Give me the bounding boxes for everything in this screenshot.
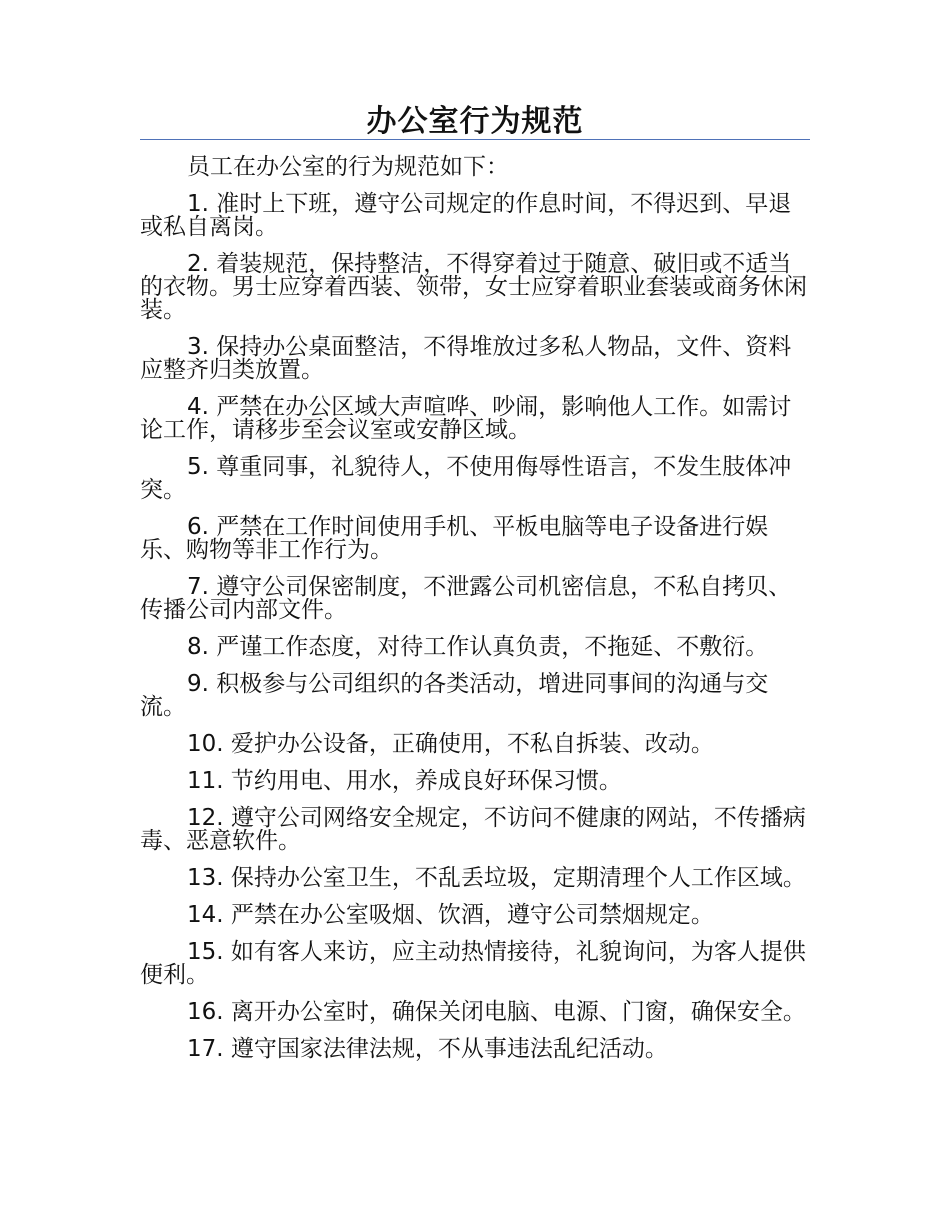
document-body [140, 156, 810, 1075]
rule-item-2: 2. 着装规范，保持整洁，不得穿着过于随意、破旧或不适当的衣物。男士应穿着西装、领带，女士应穿着职业套装或商务休闲装。 [140, 251, 807, 323]
rule-item-17: 17. 遵守国家法律法规，不从事违法乱纪活动。 [187, 1036, 668, 1062]
rule-item-8: 8. 严谨工作态度，对待工作认真负责，不拖延、不敷衍。 [187, 634, 769, 660]
rule-item-6: 6. 严禁在工作时间使用手机、平板电脑等电子设备进行娱乐、购物等非工作行为。 [140, 514, 769, 563]
rule-item-1: 1. 准时上下班，遵守公司规定的作息时间，不得迟到、早退或私自离岗。 [140, 191, 792, 240]
rule-item-15: 15. 如有客人来访，应主动热情接待，礼貌询问，为客人提供便利。 [140, 939, 806, 988]
rule-item-9: 9. 积极参与公司组织的各类活动，增进同事间的沟通与交流。 [140, 671, 769, 720]
document-title: 办公室行为规范 [366, 104, 584, 139]
rule-item-3: 3. 保持办公桌面整洁，不得堆放过多私人物品，文件、资料应整齐归类放置。 [140, 334, 792, 383]
rule-item-16: 16. 离开办公室时，确保关闭电脑、电源、门窗，确保安全。 [187, 999, 806, 1025]
rule-item-14: 14. 严禁在办公室吸烟、饮酒，遵守公司禁烟规定。 [187, 902, 714, 928]
rule-item-11: 11. 节约用电、用水，养成良好环保习惯。 [187, 768, 622, 794]
rule-item-10: 10. 爱护办公设备，正确使用，不私自拆装、改动。 [187, 731, 714, 757]
rule-item-12: 12. 遵守公司网络安全规定，不访问不健康的网站，不传播病毒、恶意软件。 [140, 805, 806, 854]
intro-paragraph: 员工在办公室的行为规范如下： [187, 154, 509, 180]
title-underline [140, 139, 810, 140]
rule-item-4: 4. 严禁在办公区域大声喧哗、吵闹，影响他人工作。如需讨论工作，请移步至会议室或安静区域。 [140, 394, 792, 443]
rule-item-5: 5. 尊重同事，礼貌待人，不使用侮辱性语言，不发生肢体冲突。 [140, 454, 792, 503]
rule-item-7: 7. 遵守公司保密制度，不泄露公司机密信息，不私自拷贝、传播公司内部文件。 [140, 574, 792, 623]
rule-item-13: 13. 保持办公室卫生，不乱丢垃圾，定期清理个人工作区域。 [187, 865, 806, 891]
